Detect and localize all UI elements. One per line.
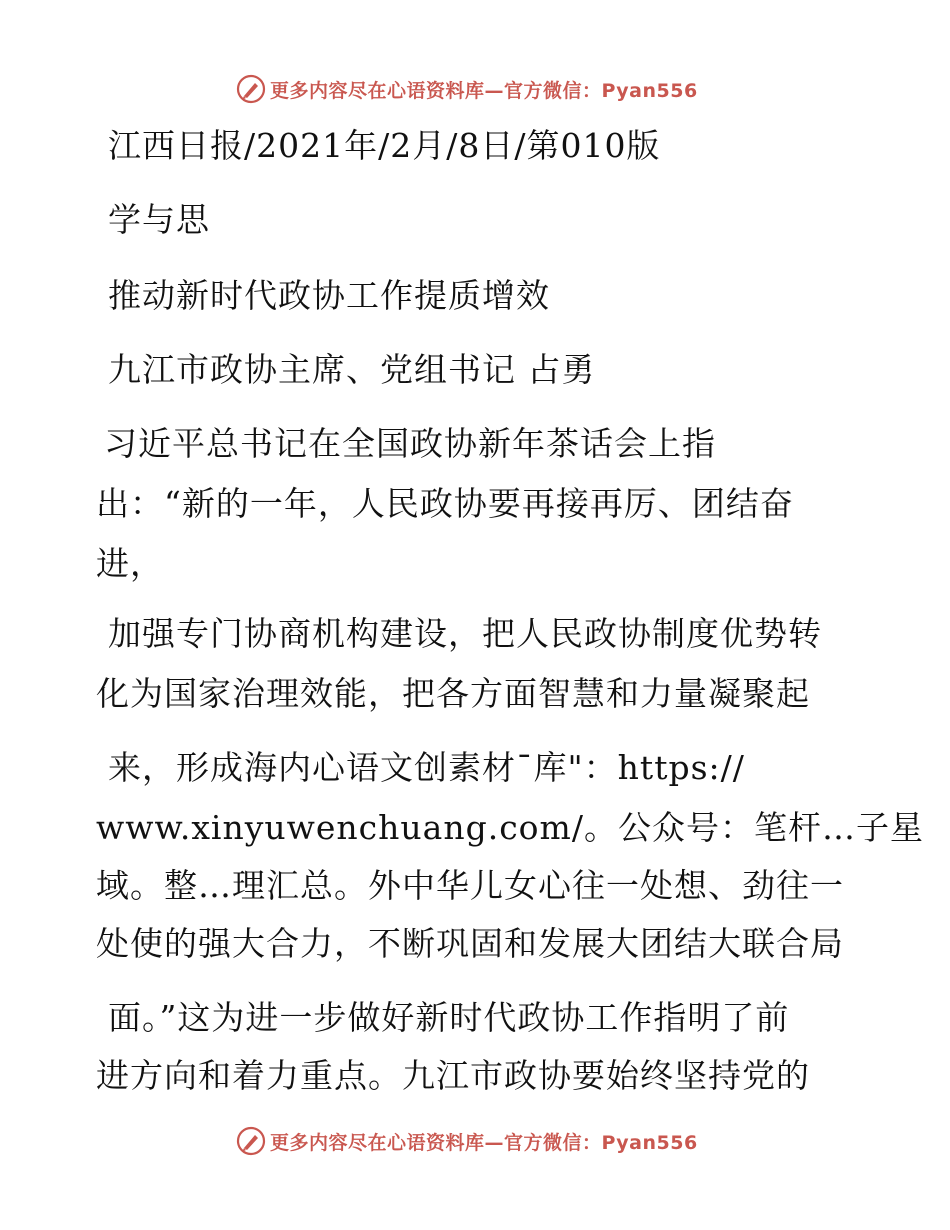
watermark-text: 更多内容尽在心语资料库—官方微信：Pyan556 (270, 1131, 698, 1154)
source-line: 江西日报/2021年/2月/8日/第010版 (108, 126, 661, 165)
body-line: 化为国家治理效能，把各方面智慧和力量凝聚起 (96, 674, 810, 713)
body-line: 域。整…理汇总。外中华儿女心往一处想、劲往一 (96, 866, 844, 905)
article-title: 推动新时代政协工作提质增效 (108, 276, 550, 315)
watermark-text: 更多内容尽在心语资料库—官方微信：Pyan556 (270, 79, 698, 102)
watermark-header (236, 72, 698, 106)
body-line: 进， (96, 544, 164, 583)
column-title: 学与思 (108, 200, 210, 239)
body-line: 加强专门协商机构建设，把人民政协制度优势转 (108, 614, 822, 653)
body-line: 习近平总书记在全国政协新年茶话会上指 (104, 424, 716, 463)
pen-logo-icon (236, 74, 266, 104)
body-line: 面。”这为进一步做好新时代政协工作指明了前 (108, 998, 790, 1037)
watermark-footer (236, 1124, 698, 1158)
author-line: 九江市政协主席、党组书记 占勇 (108, 350, 596, 389)
body-line: www.xinyuwenchuang.com/。公众号：笔杆…子星 (96, 808, 924, 847)
body-line: 进方向和着力重点。九江市政协要始终坚持党的 (96, 1056, 810, 1095)
body-line: 处使的强大合力，不断巩固和发展大团结大联合局 (96, 924, 844, 963)
body-line: 来，形成海内心语文创素材¯库"：https:// (108, 748, 745, 787)
body-line: 出：“新的一年，人民政协要再接再厉、团结奋 (96, 484, 794, 523)
pen-logo-icon (236, 1126, 266, 1156)
